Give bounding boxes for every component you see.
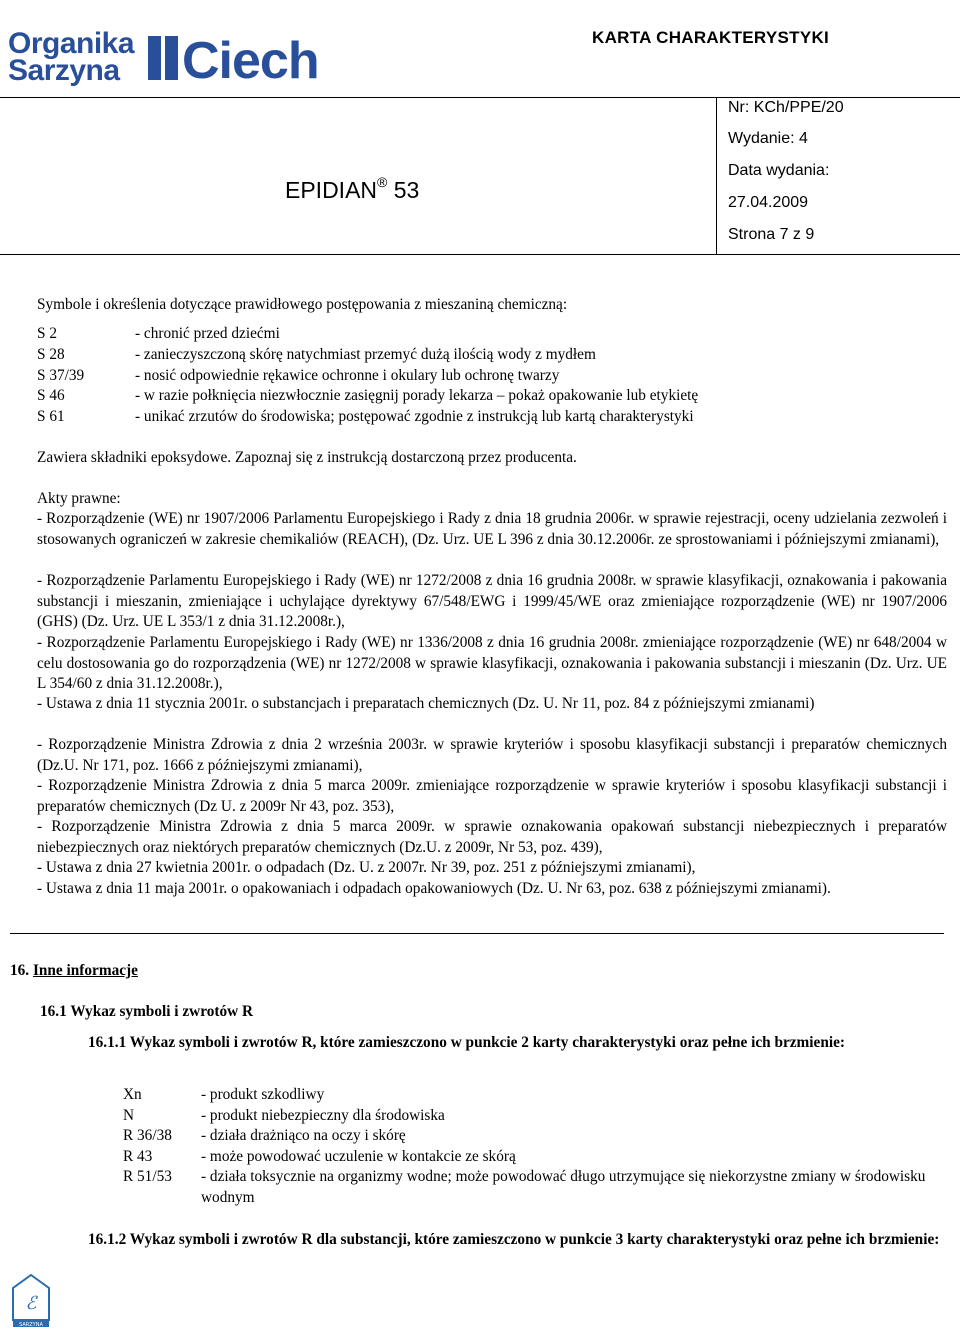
registered-mark: ® (377, 174, 388, 190)
section-number: 16. (10, 962, 30, 979)
r-phrase-code: R 51/53 (123, 1168, 172, 1186)
r-phrase-row (123, 1085, 946, 1106)
doc-number: Nr: KCh/PPE/20 (728, 99, 844, 116)
r-phrase-code: N (123, 1106, 135, 1124)
ciech-logo (148, 34, 373, 82)
page-number: Strona 7 z 9 (728, 226, 815, 243)
s-phrase-code: S 61 (37, 408, 65, 425)
legal-paragraph: - Rozporządzenie Parlamentu Europejskiego i Rady (WE) nr 1336/2008 z dnia 16 grudnia 2008r. zmieniające rozporządzenie (WE) nr 648/2004 w celu dostosowania go do rozporządzenia (WE) nr 1272/2008 w sprawie klasyfikacji, oznakowania i pakowania substancji i mieszanin (Dz. Urz. UE L 354/60 z dnia 31.12.2008r.), (37, 634, 947, 693)
document-header (0, 0, 960, 255)
subsection-16-1-1-heading: 16.1.1 Wykaz symboli i zwrotów R, które zamieszczono w punkcie 2 karty charakterystyki oraz pełne ich brzmienie: (88, 1034, 845, 1051)
r-phrase-text: - produkt niebezpieczny dla środowiska (201, 1106, 445, 1124)
legal-acts-title: Akty prawne: (37, 490, 121, 507)
issue-date-label: Data wydania: (728, 162, 830, 179)
r-phrase-text: - działa toksycznie na organizmy wodne; może powodować długo utrzymujące się niekorzystne zmiany w środowisku wodnym (201, 1168, 926, 1206)
stamp-label: SARZYNA (19, 1322, 43, 1328)
r-phrase-row (123, 1147, 946, 1168)
ciech-logo-bar-2 (165, 36, 178, 80)
section-divider (10, 933, 944, 934)
issue-date: 27.04.2009 (728, 194, 809, 211)
header-rule-top (0, 97, 960, 98)
subsection-16-1-heading: 16.1 Wykaz symboli i zwrotów R (40, 1003, 254, 1020)
epoxy-note: Zawiera składniki epoksydowe. Zapoznaj się z instrukcją dostarczoną przez producenta. (37, 449, 577, 466)
s-phrase-code: S 28 (37, 346, 65, 363)
header-divider-vertical (716, 97, 717, 255)
organika-sarzyna-logo (8, 27, 135, 87)
sarzyna-stamp-logo (12, 1274, 50, 1328)
section-title: Inne informacje (32, 962, 138, 979)
s-phrase-text: - zanieczyszczoną skórę natychmiast przemyć dużą ilością wody z mydłem (135, 346, 596, 363)
r-phrase-row (123, 1167, 946, 1208)
product-name-text: EPIDIAN (285, 177, 378, 203)
s-phrase-code: S 2 (37, 325, 57, 342)
legal-paragraph: - Ustawa z dnia 11 maja 2001r. o opakowaniach i odpadach opakowaniowych (Dz. U. Nr 63, poz. 638 z późniejszymi zmianami). (37, 880, 831, 897)
legal-paragraph: - Ustawa z dnia 27 kwietnia 2001r. o odpadach (Dz. U. z 2007r. Nr 39, poz. 251 z późniejszymi zmianami), (37, 859, 696, 876)
legal-paragraph: - Rozporządzenie Parlamentu Europejskiego i Rady (WE) nr 1272/2008 z dnia 16 grudnia 2008r. w sprawie klasyfikacji, oznakowania i pakowania substancji i mieszanin, zmieniające i uchylające dyrektywy 67/548/EWG i 1999/45/WE oraz zmieniające rozporządzenie (WE) nr 1907/2006 (GHS) (Dz. Urz. UE L 353/1 z dnia 31.12.2008r.), (37, 572, 947, 631)
s-phrases-title: Symbole i określenia dotyczące prawidłowego postępowania z mieszaniną chemiczną: (37, 296, 568, 313)
r-phrase-code: R 43 (123, 1147, 153, 1165)
legal-paragraph: - Rozporządzenie Ministra Zdrowia z dnia 2 września 2003r. w sprawie kryteriów i sposobu klasyfikacji substancji i preparatów chemicznych (Dz.U. Nr 171, poz. 1666 z późniejszymi zmianami), (37, 736, 947, 774)
r-phrase-text: - może powodować uczulenie w kontakcie ze skórą (201, 1147, 516, 1165)
r-phrase-code: R 36/38 (123, 1127, 172, 1145)
legal-paragraph: - Rozporządzenie Ministra Zdrowia z dnia 5 marca 2009r. w sprawie oznakowania opakowań substancji niebezpiecznych i preparatów niebezpiecznych oraz niektórych preparatów chemicznych (Dz.U. z 2009r, Nr 53, poz. 439), (37, 818, 947, 856)
ciech-logo-text: Ciech (182, 34, 319, 82)
logo-text-organika: Organika (8, 27, 135, 60)
s-phrase-code: S 46 (37, 387, 65, 404)
header-rule-bottom (0, 254, 960, 255)
r-phrase-text: - produkt szkodliwy (201, 1086, 325, 1103)
s-phrase-text: - nosić odpowiednie rękawice ochronne i okulary lub ochronę twarzy (135, 367, 560, 384)
product-name (285, 174, 419, 204)
section-16-heading (10, 961, 138, 981)
s-phrase-text: - chronić przed dziećmi (135, 325, 280, 342)
legal-paragraph: - Rozporządzenie Ministra Zdrowia z dnia 5 marca 2009r. zmieniające rozporządzenie w sprawie kryteriów i sposobu klasyfikacji substancji i preparatów chemicznych (Dz U. z 2009r Nr 43, poz. 353), (37, 777, 947, 815)
legal-paragraph: - Ustawa z dnia 11 stycznia 2001r. o substancjach i preparatach chemicznych (Dz. U. Nr 11, poz. 84 z późniejszymi zmianami) (37, 695, 815, 712)
s-phrase-text: - unikać zrzutów do środowiska; postępować zgodnie z instrukcją lub kartą charakterystyki (135, 408, 694, 425)
subsection-16-1-2-heading: 16.1.2 Wykaz symboli i zwrotów R dla substancji, które zamieszczono w punkcie 3 karty charakterystyki oraz pełne ich brzmienie: (88, 1231, 940, 1248)
doc-type-title: KARTA CHARAKTERYSTYKI (592, 28, 830, 47)
s-phrase-code: S 37/39 (37, 367, 85, 384)
r-phrase-code: Xn (123, 1086, 142, 1103)
stamp-monogram: ℰ (25, 1293, 37, 1314)
r-phrase-row (123, 1106, 946, 1127)
r-phrase-list (123, 1085, 946, 1209)
r-phrase-text: - działa drażniąco na oczy i skórę (201, 1127, 406, 1145)
r-phrase-row (123, 1126, 946, 1147)
logo-text-sarzyna: Sarzyna (8, 54, 120, 87)
product-number: 53 (393, 177, 420, 203)
ciech-logo-bar-1 (148, 36, 161, 80)
s-phrase-text: - w razie połknięcia niezwłocznie zasięgnij porady lekarza – pokaż opakowanie lub etykietę (135, 387, 699, 404)
edition: Wydanie: 4 (728, 130, 808, 147)
legal-paragraph: - Rozporządzenie (WE) nr 1907/2006 Parlamentu Europejskiego i Rady z dnia 18 grudnia 2006r. w sprawie rejestracji, oceny udzielania zezwoleń i stosowanych ograniczeń w zakresie chemikaliów (REACH), (Dz. Urz. UE L 396 z dnia 30.12.2006r. ze sprostowaniami i późniejszymi zmianami), (37, 510, 947, 548)
